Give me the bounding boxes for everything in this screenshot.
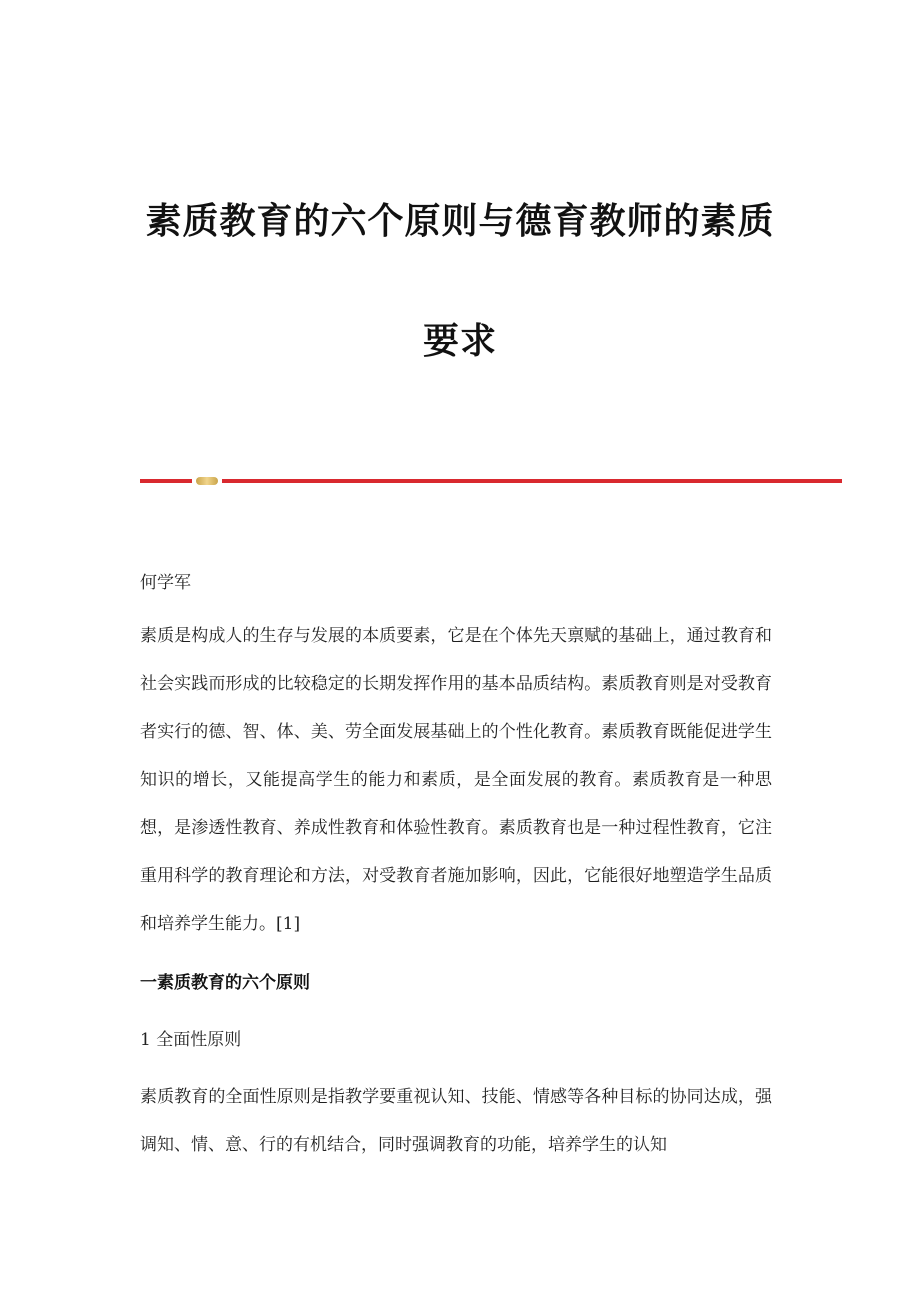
section-heading: 一素质教育的六个原则 bbox=[140, 973, 310, 993]
principle-paragraph: 素质教育的全面性原则是指教学要重视认知、技能、情感等各种目标的协同达成，强调知、情、意、行的有机结合，同时强调教育的功能，培养学生的认知 bbox=[140, 1087, 772, 1155]
title-divider bbox=[140, 476, 842, 488]
document-title-line-1: 素质教育的六个原则与德育教师的素质 bbox=[145, 201, 775, 242]
document-title-line-2: 要求 bbox=[422, 321, 497, 362]
author-name: 何学军 bbox=[140, 573, 191, 593]
divider-ornament-icon bbox=[196, 477, 218, 485]
intro-paragraph: 素质是构成人的生存与发展的本质要素，它是在个体先天禀赋的基础上，通过教育和社会实践而形成的比较稳定的长期发挥作用的基本品质结构。素质教育则是对受教育者实行的德、智、体、美、劳全面发展基础上的个性化教育。素质教育既能促进学生知识的增长，又能提高学生的能力和素质，是全面发展的教育。素质教育是一种思想，是渗透性教育、养成性教育和体验性教育。素质教育也是一种过程性教育，它注重用科学的教育理论和方法，对受教育者施加影响，因此，它能很好地塑造学生品质和培养学生能力。[1] bbox=[140, 626, 772, 934]
divider-bar-right bbox=[222, 479, 842, 483]
divider-bar-left bbox=[140, 479, 192, 483]
subsection-heading: 1 全面性原则 bbox=[140, 1030, 242, 1050]
